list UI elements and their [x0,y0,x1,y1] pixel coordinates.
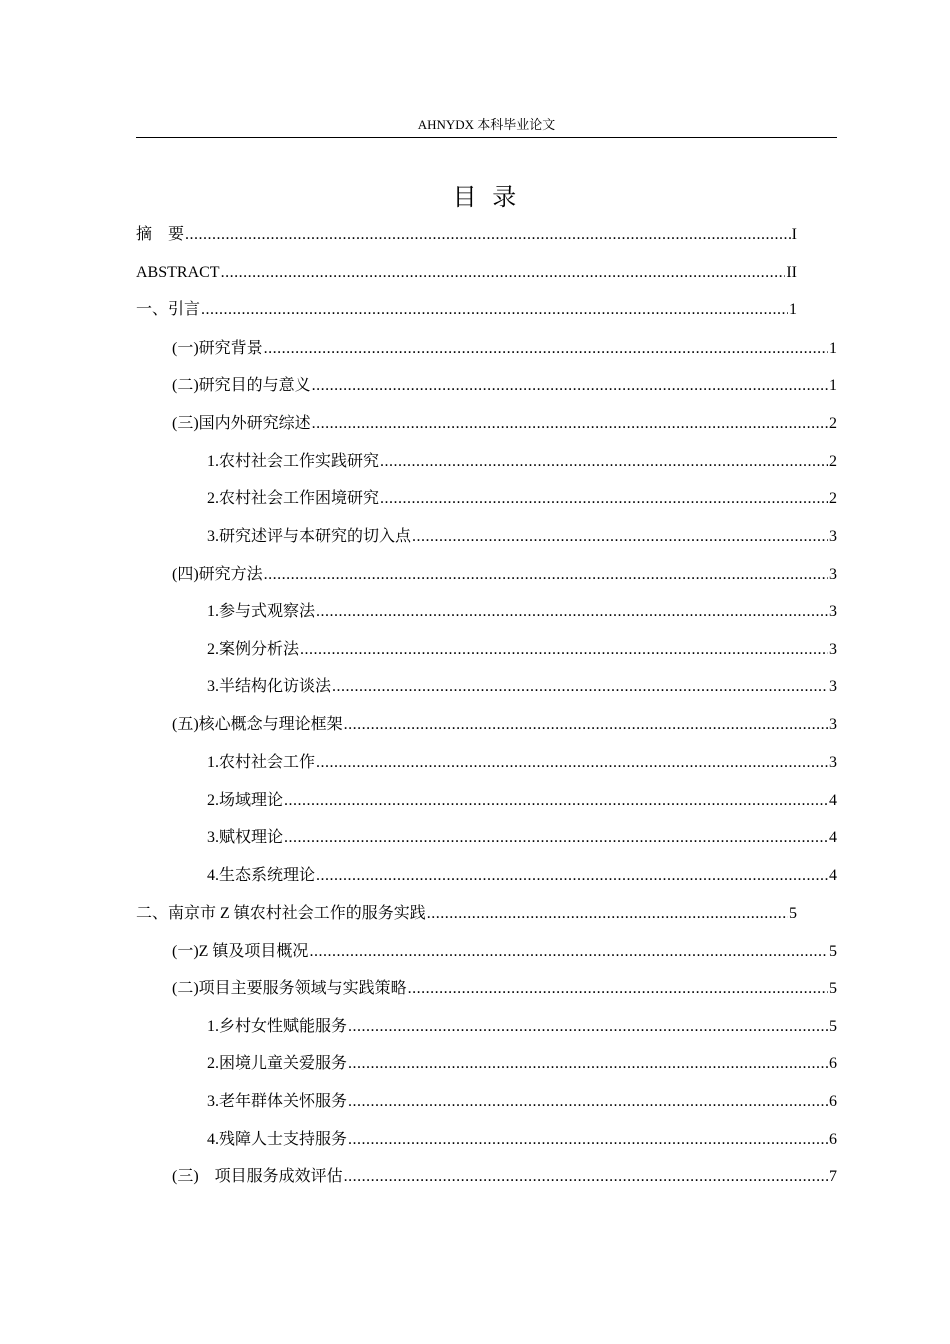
toc-entry-label: 3.研究述评与本研究的切入点 [207,528,412,545]
toc-entry-subsection[interactable] [207,487,837,511]
toc-leader-dots [312,374,828,398]
toc-leader-dots [348,1090,828,1114]
toc-leader-dots [201,298,788,322]
toc-entry-label: 3.老年群体关怀服务 [207,1093,348,1110]
toc-entry-section[interactable] [172,713,837,737]
toc-entry-section[interactable] [172,1165,837,1189]
toc-title: 目 录 [452,183,521,211]
toc-page-number: 5 [829,1018,837,1035]
toc-entry-label: 3.半结构化访谈法 [207,678,332,695]
toc-entry-label: (五)核心概念与理论框架 [172,716,343,733]
toc-entry-chapter-2[interactable] [136,902,797,926]
toc-entry-label: 2.困境儿童关爱服务 [207,1055,348,1072]
toc-entry-subsection[interactable] [207,1090,837,1114]
toc-entry-label: 2.案例分析法 [207,641,300,658]
toc-entry-label: 3.赋权理论 [207,829,284,846]
toc-leader-dots [332,675,828,699]
toc-page-number: 5 [829,980,837,997]
toc-entry-subsection[interactable] [207,600,837,624]
toc-entry-subsection[interactable] [207,751,837,775]
toc-entry-chapter-1[interactable] [136,298,797,322]
toc-page-number: 6 [829,1093,837,1110]
toc-page-number: 7 [829,1168,837,1185]
toc-leader-dots [185,223,791,247]
toc-leader-dots [380,450,828,474]
toc-entry-subsection[interactable] [207,826,837,850]
toc-page-number: 1 [789,301,797,318]
toc-page-number: 4 [829,867,837,884]
toc-leader-dots [344,1165,828,1189]
toc-page-number: 2 [829,490,837,507]
toc-page-number: 2 [829,453,837,470]
toc-entry-subsection[interactable] [207,638,837,662]
toc-entry-subsection[interactable] [207,1052,837,1076]
toc-leader-dots [316,751,828,775]
toc-entry-section[interactable] [172,977,837,1001]
toc-entry-label: 2.场域理论 [207,792,284,809]
toc-page-number: 5 [789,905,797,922]
toc-page-number: 6 [829,1131,837,1148]
toc-page-number: 3 [829,603,837,620]
toc-entry-label: (二)研究目的与意义 [172,377,311,394]
toc-entry-section[interactable] [172,412,837,436]
toc-page-number: 6 [829,1055,837,1072]
toc-leader-dots [312,412,828,436]
toc-leader-dots [348,1128,828,1152]
toc-entry-subsection[interactable] [207,1015,837,1039]
toc-entry-subsection[interactable] [207,450,837,474]
toc-leader-dots [408,977,828,1001]
toc-page-number: 5 [829,943,837,960]
toc-page-number: 1 [829,377,837,394]
toc-leader-dots [348,1052,828,1076]
toc-entry-label: 2.农村社会工作困境研究 [207,490,380,507]
toc-entry-section[interactable] [172,940,837,964]
toc-leader-dots [316,600,828,624]
toc-leader-dots [264,563,828,587]
toc-entry-subsection[interactable] [207,525,837,549]
toc-page-number: II [786,264,797,281]
toc-entry-label: (一)研究背景 [172,340,263,357]
toc-entry-label: 1.乡村女性赋能服务 [207,1018,348,1035]
toc-entry-label: (三) 项目服务成效评估 [172,1168,343,1185]
toc-page-number: 1 [829,340,837,357]
toc-page-number: 3 [829,566,837,583]
toc-entry-subsection[interactable] [207,864,837,888]
toc-entry-label: 二、南京市 Z 镇农村社会工作的服务实践 [136,905,426,922]
toc-leader-dots [380,487,828,511]
toc-leader-dots [348,1015,828,1039]
toc-entry-label: (二)项目主要服务领域与实践策略 [172,980,407,997]
toc-leader-dots [284,789,828,813]
toc-entry-abstract-cn[interactable] [136,223,797,247]
toc-page-number: 4 [829,829,837,846]
toc-entry-label: 1.参与式观察法 [207,603,316,620]
toc-leader-dots [264,337,828,361]
toc-page-number: I [791,226,797,243]
toc-page-number: 2 [829,415,837,432]
toc-leader-dots [284,826,828,850]
toc-page-number: 3 [829,754,837,771]
toc-entry-label: 4.残障人士支持服务 [207,1131,348,1148]
toc-entry-subsection[interactable] [207,675,837,699]
toc-leader-dots [221,261,786,285]
toc-entry-label: (三)国内外研究综述 [172,415,311,432]
toc-entry-section[interactable] [172,337,837,361]
toc-page-number: 4 [829,792,837,809]
toc-entry-label: (四)研究方法 [172,566,263,583]
toc-entry-label: 一、引言 [136,301,201,318]
toc-entry-label: (一)Z 镇及项目概况 [172,943,309,960]
toc-leader-dots [316,864,828,888]
toc-entry-abstract-en[interactable] [136,261,797,285]
toc-page-number: 3 [829,678,837,695]
toc-entry-label: 1.农村社会工作实践研究 [207,453,380,470]
toc-entry-section[interactable] [172,374,837,398]
toc-entry-subsection[interactable] [207,1128,837,1152]
toc-entry-subsection[interactable] [207,789,837,813]
toc-leader-dots [300,638,828,662]
toc-entry-label: 摘 要 [136,226,185,243]
toc-entry-label: 1.农村社会工作 [207,754,316,771]
toc-leader-dots [412,525,828,549]
toc-entry-section[interactable] [172,563,837,587]
toc-leader-dots [427,902,788,926]
toc-entry-label: 4.生态系统理论 [207,867,316,884]
toc-leader-dots [344,713,828,737]
toc-page-number: 3 [829,641,837,658]
toc-page-number: 3 [829,528,837,545]
toc-entry-label: ABSTRACT [136,264,220,281]
page-header: AHNYDX 本科毕业论文 [417,117,556,132]
toc-page-number: 3 [829,716,837,733]
toc-leader-dots [309,940,828,964]
